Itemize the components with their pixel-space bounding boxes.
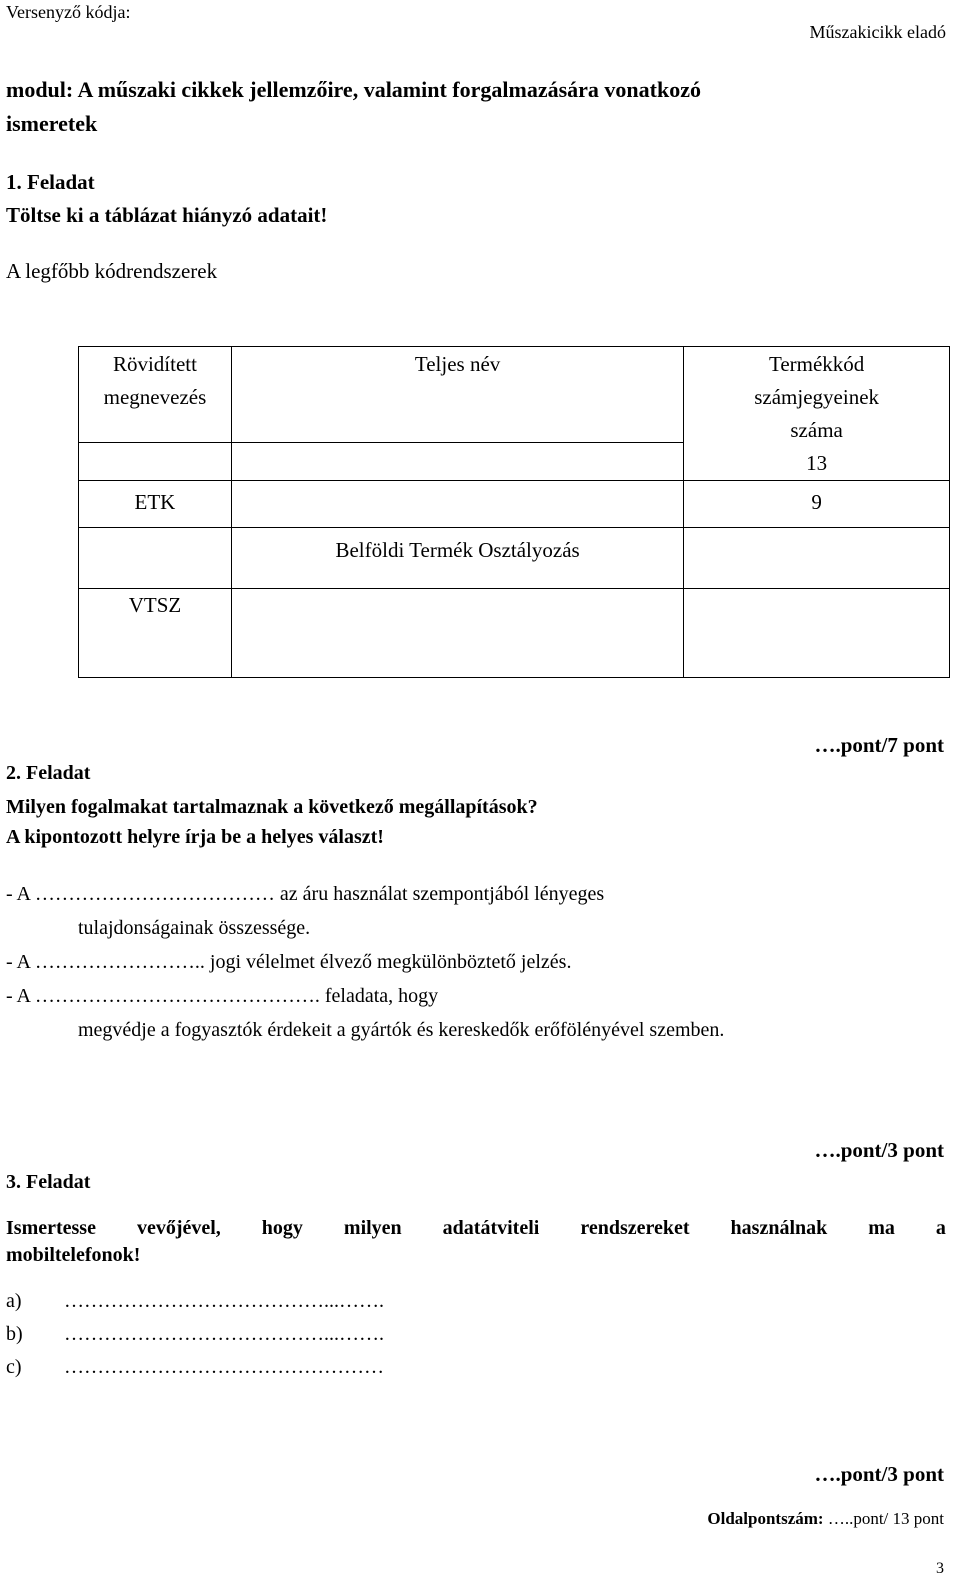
profession-label: Műszakicikk eladó — [809, 22, 946, 42]
question-word: vevőjével, — [136, 1217, 221, 1239]
page-number: 3 — [936, 1560, 944, 1577]
task2-item1-line2: tulajdonságainak összessége. — [78, 917, 311, 939]
task3-b-answer[interactable]: …………………………………...……. — [64, 1323, 384, 1345]
question-word: ma — [868, 1217, 895, 1239]
task1-table-caption: A legfőbb kódrendszerek — [6, 259, 218, 283]
table-cell-empty[interactable] — [231, 481, 683, 528]
task3-a-answer[interactable]: …………………………………...……. — [64, 1290, 384, 1312]
question-word: Ismertesse — [6, 1217, 96, 1239]
task1-title: 1. Feladat — [6, 170, 95, 194]
task2-item2[interactable]: - A …………………….. jogi vélelmet élvező megkülönböztető jelzés. — [6, 951, 572, 973]
page-score — [707, 1509, 944, 1529]
page-score-label: Oldalpontszám: — [707, 1509, 824, 1528]
task2-title: 2. Feladat — [6, 762, 91, 784]
task2-points: ….pont/3 pont — [814, 1138, 944, 1162]
table-cell-etk: ETK — [79, 481, 232, 528]
table-cell-empty[interactable] — [684, 528, 950, 589]
task3-question-line2: mobiltelefonok! — [6, 1244, 141, 1266]
module-title-line2: ismeretek — [6, 111, 98, 136]
task3-points: ….pont/3 pont — [814, 1462, 944, 1486]
question-word: használnak — [730, 1217, 828, 1239]
question-word: rendszereket — [580, 1217, 690, 1239]
task2-question1: Milyen fogalmakat tartalmaznak a következő megállapítások? — [6, 796, 538, 818]
table-cell-etk-digits: 9 — [684, 481, 950, 528]
table-cell-empty[interactable] — [684, 589, 950, 678]
question-word: hogy — [261, 1217, 303, 1239]
header-digit-count: Termékkód számjegyeinek száma 13 — [684, 347, 950, 481]
code-systems-table — [78, 346, 950, 678]
task2-question2: A kipontozott helyre írja be a helyes választ! — [6, 826, 384, 848]
task2-item1-line1[interactable]: - A ……………………………… az áru használat szempontjából lényeges — [6, 883, 605, 905]
task3-title: 3. Feladat — [6, 1171, 91, 1193]
question-word: adatátviteli — [442, 1217, 540, 1239]
table-cell-empty[interactable] — [79, 442, 232, 480]
question-word: a — [935, 1217, 946, 1239]
table-cell-empty[interactable] — [231, 589, 683, 678]
header-full-name: Teljes név — [231, 347, 683, 443]
page-score-value: …..pont/ 13 pont — [823, 1509, 944, 1528]
module-title-line1: modul: A műszaki cikkek jellemzőire, valamint forgalmazására vonatkozó — [6, 77, 701, 102]
question-word: milyen — [343, 1217, 402, 1239]
competitor-code-label: Versenyző kódja: — [6, 2, 131, 22]
table-row — [79, 589, 950, 678]
table-cell-empty[interactable] — [231, 442, 683, 480]
task1-instruction: Töltse ki a táblázat hiányzó adatait! — [6, 203, 328, 227]
task3-c-label: c) — [6, 1356, 22, 1378]
task1-points: ….pont/7 pont — [814, 733, 944, 757]
table-header-row — [79, 347, 950, 443]
table-cell-empty[interactable] — [79, 528, 232, 589]
table-row — [79, 528, 950, 589]
task3-question-line1 — [6, 1217, 946, 1240]
table-row — [79, 481, 950, 528]
task2-item3-line1[interactable]: - A ……………………………………. feladata, hogy — [6, 985, 439, 1007]
table-cell-btO: Belföldi Termék Osztályozás — [231, 528, 683, 589]
task3-a-label: a) — [6, 1290, 22, 1312]
task2-item3-line2: megvédje a fogyasztók érdekeit a gyártók és kereskedők erőfölényével szemben. — [78, 1019, 725, 1041]
task3-b-label: b) — [6, 1323, 23, 1345]
header-abbrev: Rövidített megnevezés — [79, 347, 232, 443]
task3-c-answer[interactable]: ………………………………………… — [64, 1356, 384, 1378]
table-cell-vtsz: VTSZ — [79, 589, 232, 678]
